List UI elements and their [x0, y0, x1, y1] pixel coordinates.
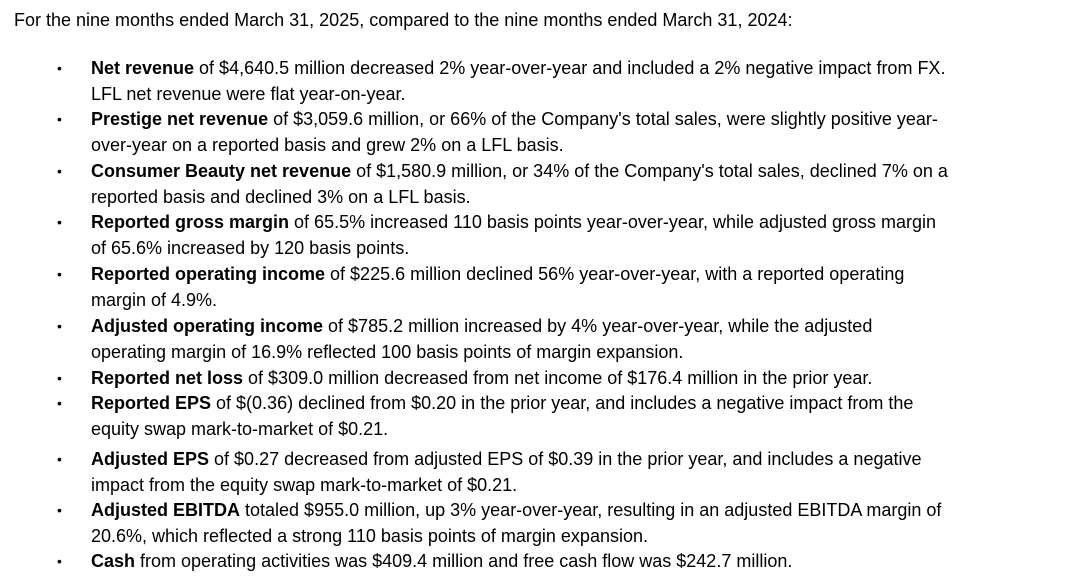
- item-line2: equity swap mark-to-market of $0.21.: [91, 419, 389, 439]
- intro-text: For the nine months ended March 31, 2025, compared to the nine months ended March 31, 2024:: [14, 10, 793, 30]
- bullet-icon: •: [57, 214, 62, 230]
- item-lead: Cash: [91, 551, 136, 571]
- item-line2: impact from the equity swap mark-to-market of $0.21.: [91, 475, 518, 495]
- item-line1: from operating activities was $409.4 million and free cash flow was $242.7 million.: [135, 551, 793, 571]
- item-line1: totaled $955.0 million, up 3% year-over-year, resulting in an adjusted EBITDA margin of: [240, 500, 942, 520]
- item-lead: Reported gross margin: [91, 212, 290, 232]
- bullet-icon: •: [57, 395, 62, 411]
- item-line1: of $1,580.9 million, or 34% of the Company's total sales, declined 7% on a: [351, 161, 948, 181]
- item-lead: Adjusted EPS: [91, 449, 210, 469]
- bullet-icon: •: [57, 502, 62, 518]
- item-line1: of $309.0 million decreased from net income of $176.4 million in the prior year.: [243, 368, 873, 388]
- item-lead: Adjusted operating income: [91, 316, 324, 336]
- item-line1: of $225.6 million declined 56% year-over-year, with a reported operating: [325, 264, 905, 284]
- item-line2: LFL net revenue were flat year-on-year.: [91, 84, 406, 104]
- item-line1: of $0.27 decreased from adjusted EPS of $0.39 in the prior year, and includes a negative: [209, 449, 922, 469]
- item-lead: Reported operating income: [91, 264, 326, 284]
- item-line1: of $3,059.6 million, or 66% of the Company's total sales, were slightly positive year-: [268, 109, 938, 129]
- bullet-icon: •: [57, 60, 62, 76]
- item-lead: Prestige net revenue: [91, 109, 269, 129]
- item-lead: Adjusted EBITDA: [91, 500, 241, 520]
- bullet-icon: •: [57, 163, 62, 179]
- item-line1: of $4,640.5 million decreased 2% year-over-year and included a 2% negative impact from FX.: [194, 58, 946, 78]
- item-line1: of $785.2 million increased by 4% year-over-year, while the adjusted: [323, 316, 873, 336]
- item-lead: Consumer Beauty net revenue: [91, 161, 352, 181]
- item-line2: of 65.6% increased by 120 basis points.: [91, 238, 410, 258]
- item-line2: reported basis and declined 3% on a LFL basis.: [91, 187, 471, 207]
- item-line1: of 65.5% increased 110 basis points year-over-year, while adjusted gross margin: [289, 212, 937, 232]
- item-line1: of $(0.36) declined from $0.20 in the prior year, and includes a negative impact from the: [211, 393, 914, 413]
- bullet-icon: •: [57, 318, 62, 334]
- bullet-icon: •: [57, 553, 62, 569]
- bullet-icon: •: [57, 111, 62, 127]
- item-line2: operating margin of 16.9% reflected 100 basis points of margin expansion.: [91, 342, 684, 362]
- item-line2: 20.6%, which reflected a strong 110 basis points of margin expansion.: [91, 526, 648, 546]
- item-line2: over-year on a reported basis and grew 2% on a LFL basis.: [91, 135, 564, 155]
- item-lead: Net revenue: [91, 58, 195, 78]
- bullet-icon: •: [57, 266, 62, 282]
- item-lead: Reported EPS: [91, 393, 212, 413]
- item-lead: Reported net loss: [91, 368, 244, 388]
- bullet-icon: •: [57, 370, 62, 386]
- item-line2: margin of 4.9%.: [91, 290, 218, 310]
- bullet-icon: •: [57, 451, 62, 467]
